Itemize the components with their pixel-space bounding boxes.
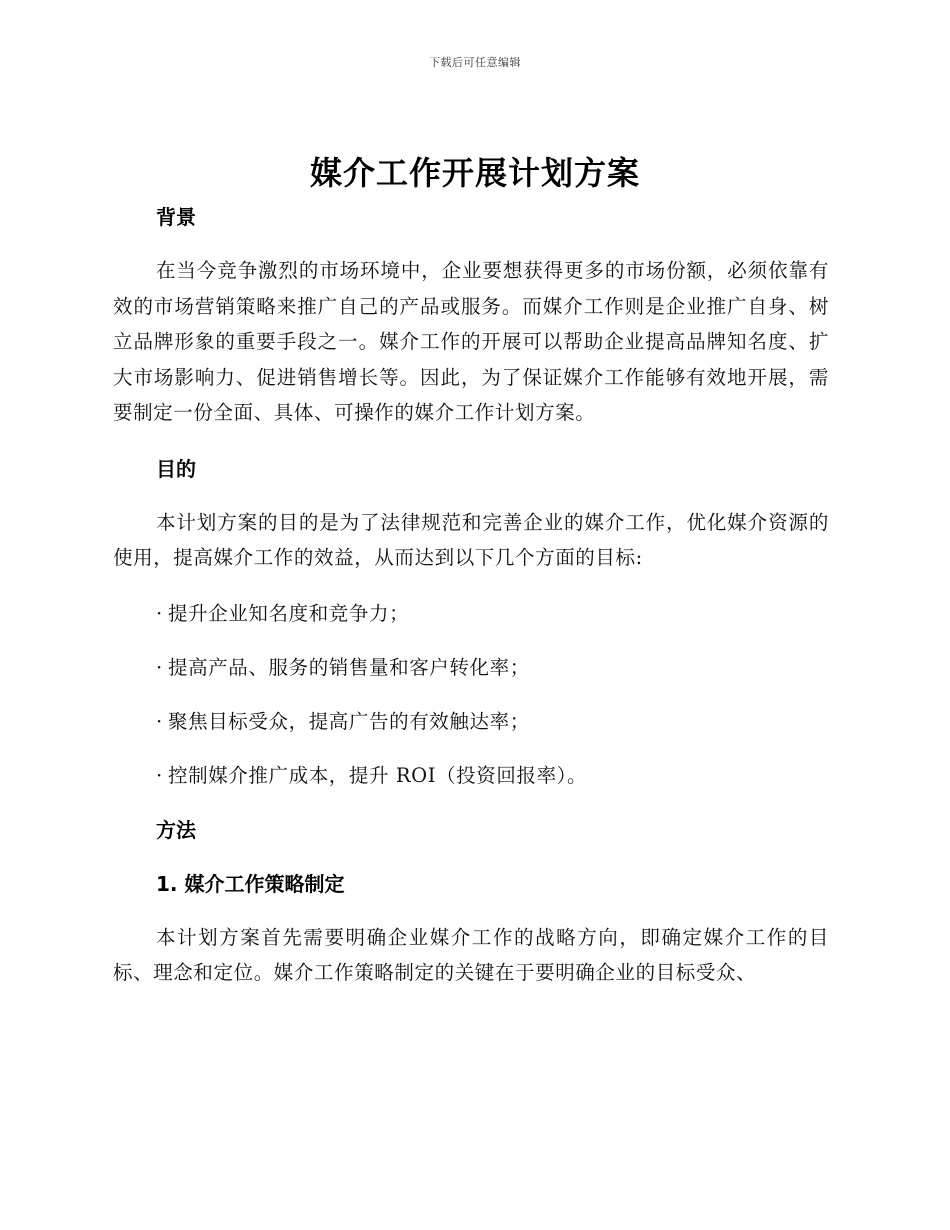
bullet-text: 聚焦目标受众，提高广告的有效触达率； [168, 709, 530, 733]
list-item [113, 598, 829, 630]
section-heading-purpose: 目的 [156, 456, 196, 481]
document-title: 媒介工作开展计划方案 [309, 154, 640, 192]
list-item [113, 706, 829, 738]
purpose-paragraph: 本计划方案的目的是为了法律规范和完善企业的媒介工作，优化媒介资源的使用，提高媒介工作的效益，从而达到以下几个方面的目标: [113, 510, 829, 569]
bullet-text: 提升企业知名度和竞争力； [168, 601, 410, 625]
bullet-text: 提高产品、服务的销售量和客户转化率； [168, 655, 530, 679]
method-paragraph: 本计划方案首先需要明确企业媒介工作的战略方向，即确定媒介工作的目标、理念和定位。媒介工作策略制定的关键在于要明确企业的目标受众、 [113, 925, 829, 984]
bullet-icon: · [156, 709, 163, 733]
section-heading-background: 背景 [156, 205, 196, 229]
document-body [113, 201, 829, 991]
bullet-text: 控制媒介推广成本，提升 ROI（投资回报率）。 [168, 763, 588, 787]
bullet-icon: · [156, 655, 163, 679]
bullet-icon: · [156, 601, 163, 625]
bullet-icon: · [156, 763, 163, 787]
header-note: 下载后可任意编辑 [429, 56, 521, 69]
subsection-heading-strategy: 1. 媒介工作策略制定 [156, 871, 345, 896]
section-heading-method: 方法 [156, 817, 196, 842]
background-paragraph: 在当今竞争激烈的市场环境中，企业要想获得更多的市场份额，必须依靠有效的市场营销策略来推广自己的产品或服务。而媒介工作则是企业推广自身、树立品牌形象的重要手段之一。媒介工作的开展可以帮助企业提高品牌知名度、扩大市场影响力、促进销售增长等。因此，为了保证媒介工作能够有效地开展，需要制定一份全面、具体、可操作的媒介工作计划方案。 [113, 259, 829, 424]
list-item [113, 652, 829, 684]
list-item [113, 760, 829, 792]
